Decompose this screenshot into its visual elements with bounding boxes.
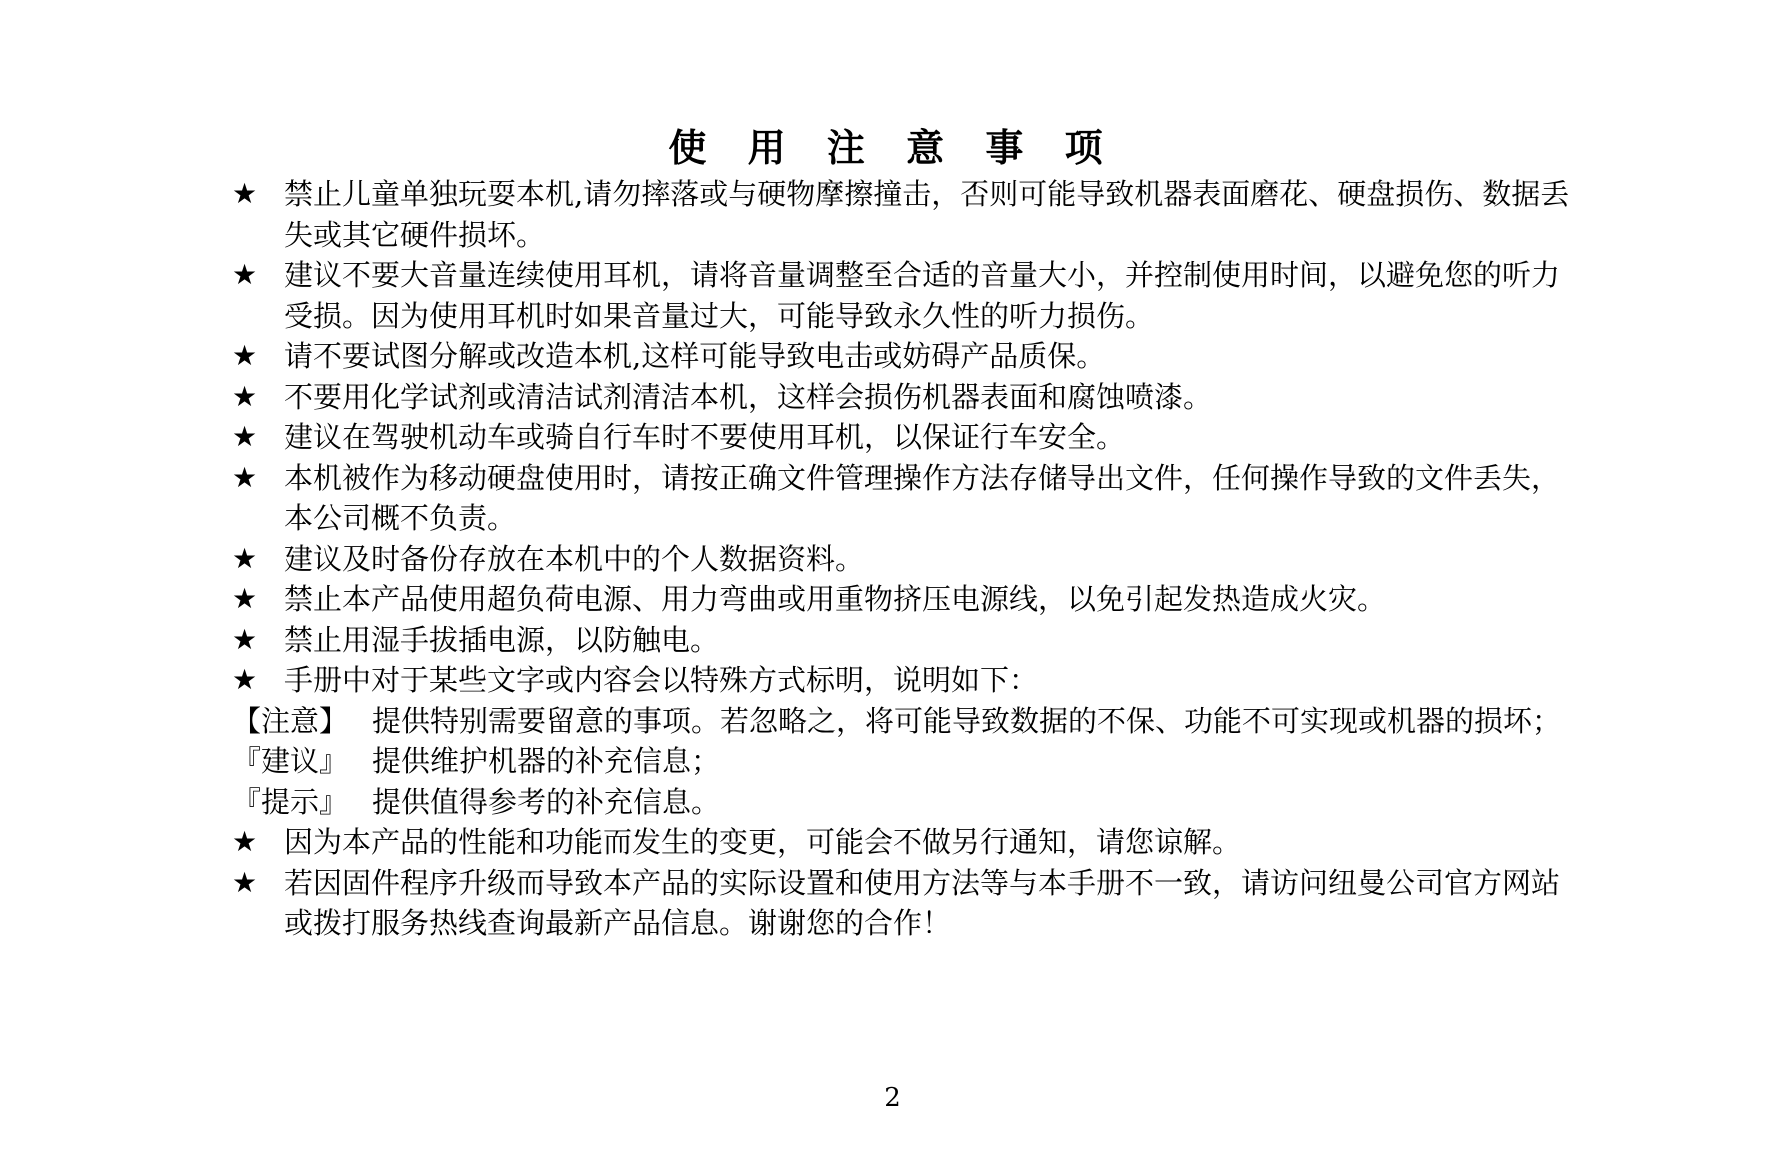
star-bullet-icon: ★ <box>232 865 258 899</box>
list-item <box>232 863 1572 944</box>
note-item-warning <box>232 701 1572 742</box>
star-bullet-icon: ★ <box>232 825 258 858</box>
list-item <box>232 620 1572 661</box>
list-item-text: 因为本产品的性能和功能而发生的变更，可能会不做另行通知，请您谅解。 <box>284 825 1242 859</box>
star-bullet-icon: ★ <box>232 663 258 696</box>
list-item <box>232 174 1572 255</box>
note-item-suggestion <box>232 741 1572 782</box>
list-item-text: 建议及时备份存放在本机中的个人数据资料。 <box>284 541 865 576</box>
note-label: 『提示』 <box>232 784 349 819</box>
list-item-text: 若因固件程序升级而导致本产品的实际设置和使用方法等与本手册不一致，请访问纽曼公司官方网站或拨打服务热线查询最新产品信息。谢谢您的合作！ <box>284 865 1561 940</box>
list-item <box>232 377 1572 418</box>
star-bullet-icon: ★ <box>232 622 258 656</box>
note-label: 『建议』 <box>232 744 349 778</box>
list-item <box>232 822 1572 863</box>
star-bullet-icon: ★ <box>232 541 258 575</box>
list-item-text: 请不要试图分解或改造本机,这样可能导致电击或妨碍产品质保。 <box>284 339 1106 373</box>
note-text: 提供特别需要留意的事项。若忽略之，将可能导致数据的不保、功能不可实现或机器的损坏； <box>372 703 1562 738</box>
list-item-text: 禁止用湿手拔插电源，以防触电。 <box>284 622 720 657</box>
list-item-text: 禁止本产品使用超负荷电源、用力弯曲或用重物挤压电源线，以免引起发热造成火灾。 <box>284 582 1387 616</box>
star-bullet-icon: ★ <box>232 258 258 291</box>
list-item-text: 建议在驾驶机动车或骑自行车时不要使用耳机，以保证行车安全。 <box>284 420 1126 454</box>
star-bullet-icon: ★ <box>232 177 258 210</box>
list-item <box>232 336 1572 377</box>
list-item-text: 不要用化学试剂或清洁试剂清洁本机，这样会损伤机器表面和腐蚀喷漆。 <box>284 379 1213 414</box>
star-bullet-icon: ★ <box>232 379 258 413</box>
list-item-text: 手册中对于某些文字或内容会以特殊方式标明，说明如下： <box>284 663 1039 697</box>
note-text: 提供维护机器的补充信息； <box>372 744 721 778</box>
list-item <box>232 458 1572 539</box>
list-item-text: 建议不要大音量连续使用耳机，请将音量调整至合适的音量大小，并控制使用时间，以避免您的听力受损。因为使用耳机时如果音量过大，可能导致永久性的听力损伤。 <box>284 258 1561 333</box>
list-item <box>232 539 1572 580</box>
note-label: 【注意】 <box>232 703 349 738</box>
list-item <box>232 660 1572 701</box>
star-bullet-icon: ★ <box>232 339 258 372</box>
star-bullet-icon: ★ <box>232 582 258 615</box>
page-title: 使 用 注 意 事 项 <box>668 126 1117 170</box>
list-item-text: 本机被作为移动硬盘使用时，请按正确文件管理操作方法存储导出文件，任何操作导致的文件丢失，本公司概不负责。 <box>284 460 1561 535</box>
star-bullet-icon: ★ <box>232 420 258 453</box>
list-item <box>232 417 1572 458</box>
note-text: 提供值得参考的补充信息。 <box>372 784 721 819</box>
precautions-list <box>232 174 1572 944</box>
list-item-text: 禁止儿童单独玩耍本机,请勿摔落或与硬物摩擦撞击，否则可能导致机器表面磨花、硬盘损伤、数据丢失或其它硬件损坏。 <box>284 177 1570 252</box>
list-item <box>232 579 1572 620</box>
list-item <box>232 255 1572 336</box>
note-item-tip <box>232 782 1572 823</box>
star-bullet-icon: ★ <box>232 460 258 494</box>
page-number: 2 <box>884 1083 901 1113</box>
